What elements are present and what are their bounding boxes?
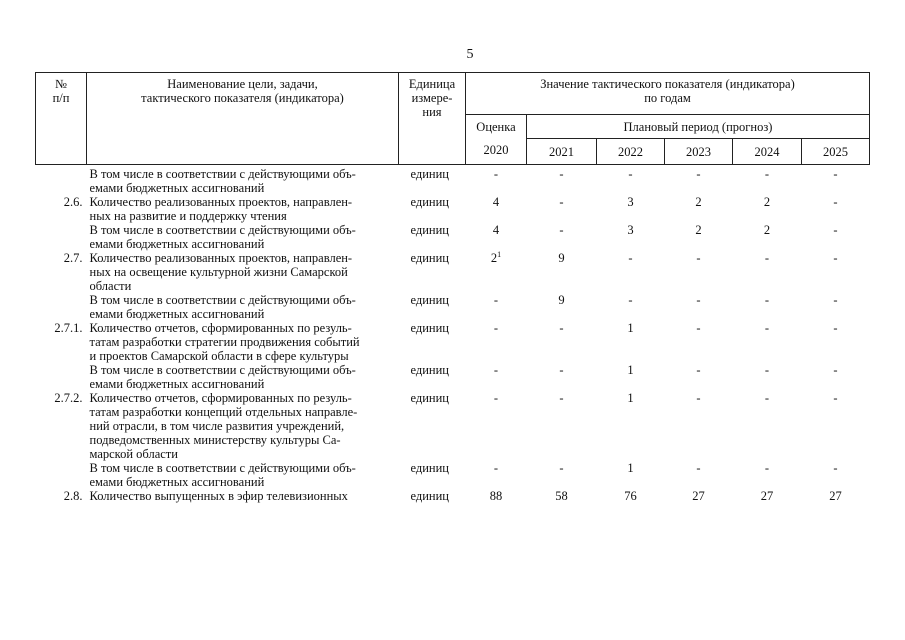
value-text: 9 [558,293,565,307]
value-cell [597,321,665,363]
value-text: - [764,167,770,181]
table-row [36,461,870,489]
value-text: - [559,167,564,181]
value-text: - [833,251,838,265]
value-cell [802,391,870,461]
value-cell [466,489,527,503]
value-text: - [764,363,770,377]
header-estimate-year: 2020 [483,143,509,157]
value-text: - [764,461,770,475]
value-cell [527,321,597,363]
value-text: - [764,391,770,405]
value-text: - [628,293,633,307]
value-text: 1 [627,391,634,405]
value-cell [527,251,597,293]
unit-cell: единиц [410,251,450,265]
indicators-table [35,72,870,503]
value-cell [466,251,527,293]
value-text: - [559,223,564,237]
header-year: 2021 [527,139,597,165]
value-cell [665,293,733,321]
indicator-name: Количество выпущенных в эфир телевизионных [89,489,348,503]
value-text: - [493,167,499,181]
value-text: - [628,167,633,181]
value-cell [527,391,597,461]
value-cell [466,195,527,223]
unit-cell: единиц [410,195,450,209]
value-cell [527,165,597,196]
value-text: - [833,195,838,209]
indicator-name: Количество отчетов, сформированных по резуль- татам разработки стратегии продвижения событий и проектов Самарской области в сфере культуры [89,321,360,363]
indicator-name: В том числе в соответствии с действующими объ- емами бюджетных ассигнований [89,363,356,391]
value-cell [597,293,665,321]
value-cell [597,223,665,251]
header-number: № п/п [36,73,87,165]
value-cell [665,489,733,503]
table-header [36,73,870,165]
value-text: - [833,391,838,405]
value-text: - [493,461,499,475]
value-text: 1 [627,363,634,377]
value-cell [527,461,597,489]
value-cell [527,223,597,251]
header-values: Значение тактического показателя (индикатора) по годам [466,73,870,115]
value-cell [733,223,802,251]
header-estimate-label: Оценка [476,120,516,134]
footnote-mark: 1 [497,249,502,259]
unit-cell: единиц [410,293,450,307]
value-cell [597,363,665,391]
header-estimate [466,115,527,165]
table-body [36,165,870,504]
header-name: Наименование цели, задачи, тактического показателя (индикатора) [87,73,399,165]
value-text: - [559,461,564,475]
value-cell [527,195,597,223]
value-text: - [559,391,564,405]
value-text: - [833,321,838,335]
row-number [36,461,87,489]
value-cell [665,461,733,489]
unit-cell: единиц [410,489,450,503]
value-text: 1 [627,461,634,475]
unit-cell: единиц [410,167,450,181]
indicator-name: Количество отчетов, сформированных по резуль- татам разработки концепций отдельных направле- ний отрасли, в том числе развития учреждений, подведомственных министерству культуры Са- марской области [89,391,358,461]
value-cell [733,251,802,293]
value-cell [597,391,665,461]
row-number [36,165,87,196]
value-cell [733,165,802,196]
value-cell [466,293,527,321]
value-text: - [559,363,564,377]
value-cell [597,195,665,223]
value-cell [733,293,802,321]
value-text: 27 [760,489,774,503]
value-text: 88 [489,489,503,503]
value-text: - [696,391,701,405]
value-cell [597,489,665,503]
value-cell [733,461,802,489]
value-text: 3 [627,195,634,209]
table-row [36,165,870,196]
value-cell [597,461,665,489]
value-text: 4 [492,223,500,237]
row-number [36,293,87,321]
unit-cell: единиц [410,223,450,237]
value-text: - [833,293,838,307]
value-cell [665,363,733,391]
value-text: - [493,363,499,377]
value-text: - [696,167,701,181]
header-plan: Плановый период (прогноз) [527,115,870,139]
value-cell [597,165,665,196]
value-text: - [696,251,701,265]
value-cell [802,321,870,363]
value-text: - [833,363,838,377]
value-cell [466,461,527,489]
value-text: - [833,461,838,475]
value-cell [665,195,733,223]
value-text: - [696,293,701,307]
header-year: 2024 [733,139,802,165]
value-text: 2 [490,251,498,265]
value-cell [527,363,597,391]
row-number [36,363,87,391]
value-cell [733,321,802,363]
row-number [36,223,87,251]
value-cell [802,165,870,196]
value-text: - [696,321,701,335]
value-cell [527,293,597,321]
table-row [36,195,870,223]
value-cell [665,251,733,293]
value-cell [466,165,527,196]
row-number: 2.7.1. [54,321,83,335]
value-cell [665,223,733,251]
value-cell [665,321,733,363]
row-number: 2.8. [63,489,83,503]
value-text: 9 [558,251,565,265]
value-cell [733,489,802,503]
header-year: 2023 [665,139,733,165]
value-cell [527,489,597,503]
value-text: - [764,293,770,307]
value-text: 1 [627,321,634,335]
value-cell [665,165,733,196]
value-text: 58 [555,489,568,503]
value-cell [802,223,870,251]
unit-cell: единиц [410,321,450,335]
indicator-name: В том числе в соответствии с действующими объ- емами бюджетных ассигнований [89,461,356,489]
table-row [36,223,870,251]
value-cell [802,251,870,293]
value-cell [466,363,527,391]
table-row [36,363,870,391]
header-year: 2025 [802,139,870,165]
table-row [36,321,870,363]
unit-cell: единиц [410,363,450,377]
value-cell [802,293,870,321]
unit-cell: единиц [410,391,450,405]
value-text: - [493,293,499,307]
value-cell [665,391,733,461]
value-text: - [764,321,770,335]
table-row [36,391,870,461]
value-text: - [833,167,838,181]
header-year: 2022 [597,139,665,165]
value-text: 2 [763,195,771,209]
value-cell [466,223,527,251]
value-text: 27 [692,489,705,503]
value-text: - [559,195,564,209]
value-cell [802,363,870,391]
indicator-name: В том числе в соответствии с действующими объ- емами бюджетных ассигнований [89,167,356,195]
value-cell [733,363,802,391]
value-text: - [493,391,499,405]
value-text: 2 [763,223,771,237]
value-cell [802,195,870,223]
value-text: - [493,321,499,335]
table-row [36,293,870,321]
table-row [36,251,870,293]
value-text: 27 [829,489,842,503]
value-text: - [628,251,633,265]
value-text: - [696,461,701,475]
table-row [36,489,870,503]
value-text: 4 [492,195,500,209]
row-number: 2.6. [63,195,83,209]
unit-cell: единиц [410,461,450,475]
value-cell [597,251,665,293]
indicator-name: В том числе в соответствии с действующими объ- емами бюджетных ассигнований [89,223,356,251]
value-text: 2 [695,223,702,237]
value-cell [733,391,802,461]
value-text: 3 [627,223,634,237]
header-unit: Единица измере- ния [399,73,466,165]
value-text: - [833,223,838,237]
value-text: - [696,363,701,377]
value-text: - [559,321,564,335]
value-cell [466,321,527,363]
value-text: 76 [624,489,637,503]
indicator-name: В том числе в соответствии с действующими объ- емами бюджетных ассигнований [89,293,356,321]
row-number: 2.7. [63,251,83,265]
page-number: 5 [466,47,474,62]
value-cell [466,391,527,461]
value-text: - [764,251,770,265]
indicator-name: Количество реализованных проектов, направлен- ных на освещение культурной жизни Самарской области [89,251,353,293]
indicator-name: Количество реализованных проектов, направлен- ных на развитие и поддержку чтения [89,195,353,223]
value-text: 2 [695,195,702,209]
value-cell [802,489,870,503]
value-cell [802,461,870,489]
row-number: 2.7.2. [54,391,83,405]
value-cell [733,195,802,223]
